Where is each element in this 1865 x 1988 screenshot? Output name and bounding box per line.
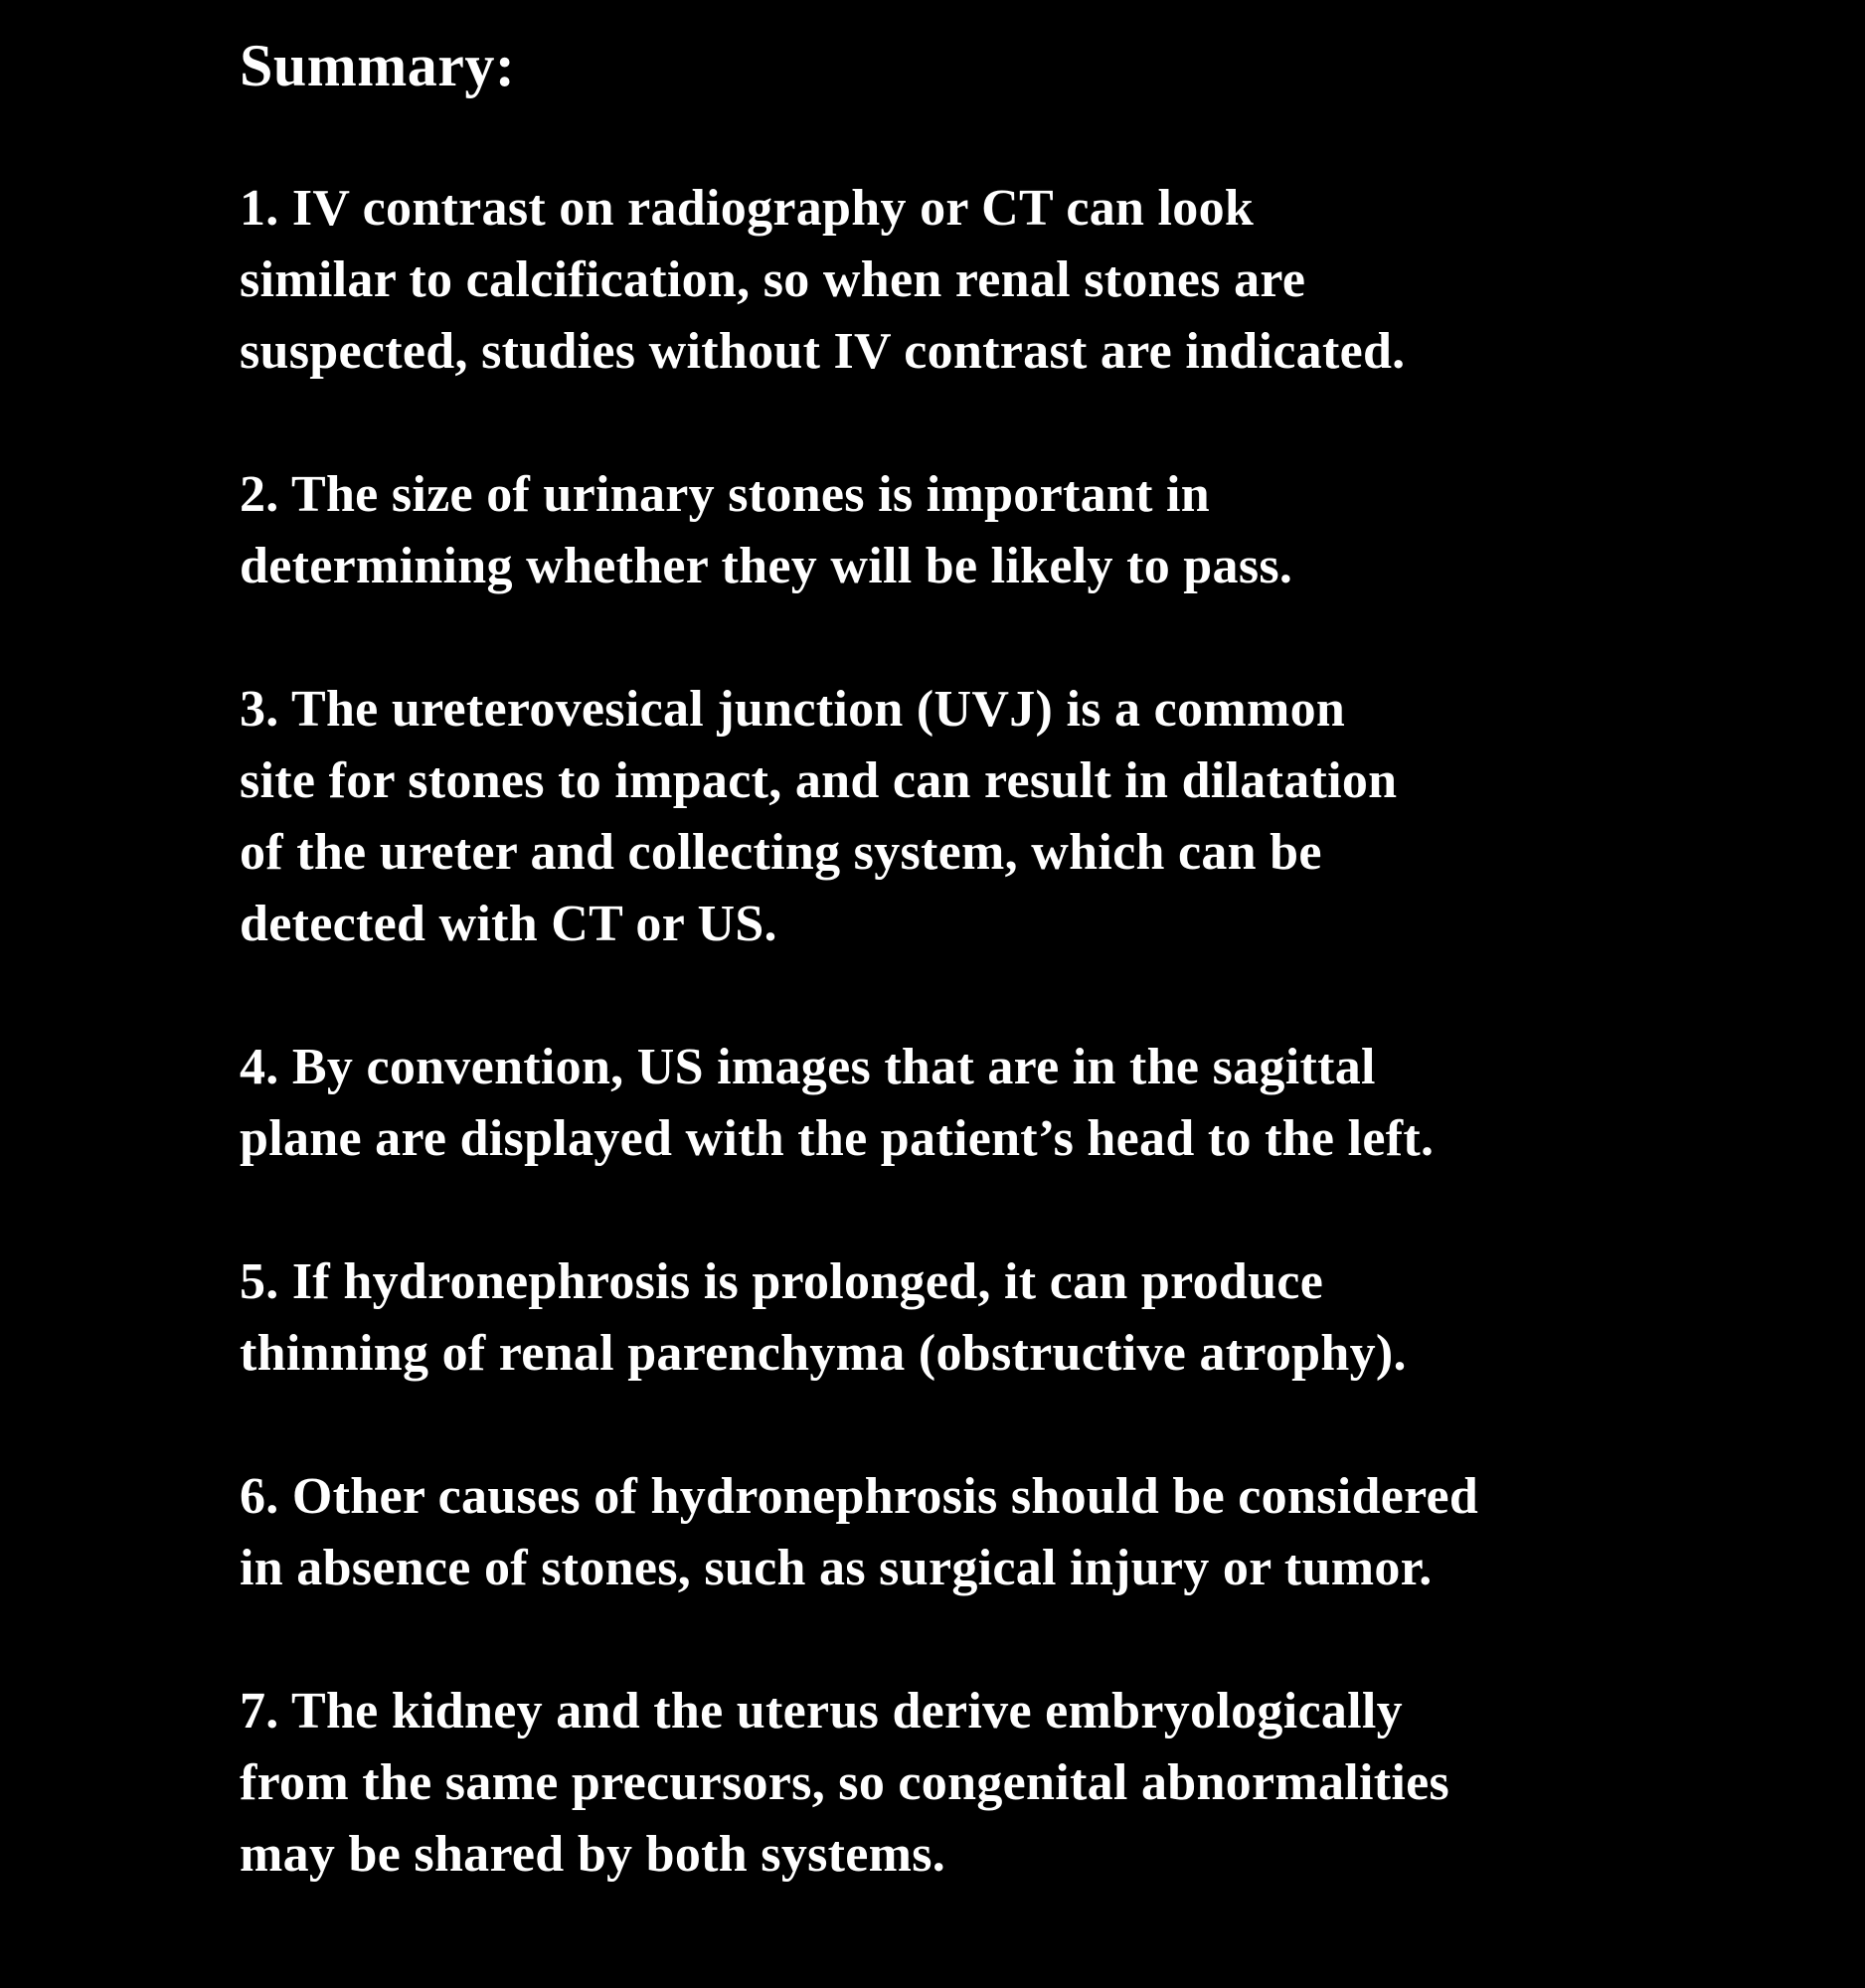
summary-list — [240, 173, 1731, 1891]
summary-line: of the ureter and collecting system, which can be — [240, 824, 1322, 881]
summary-line: suspected, studies without IV contrast are indicated. — [240, 323, 1406, 380]
summary-item-4 — [240, 1032, 1731, 1175]
slide-content — [240, 30, 1731, 1962]
summary-line: 1. IV contrast on radiography or CT can look — [240, 180, 1255, 237]
summary-item-3 — [240, 674, 1731, 960]
summary-line: may be shared by both systems. — [240, 1826, 946, 1883]
summary-line: 2. The size of urinary stones is important in — [240, 466, 1211, 523]
summary-line: similar to calcification, so when renal stones are — [240, 251, 1306, 308]
summary-line: 6. Other causes of hydronephrosis should be considered — [240, 1468, 1479, 1525]
summary-line: site for stones to impact, and can result in dilatation — [240, 752, 1398, 809]
summary-line: from the same precursors, so congenital abnormalities — [240, 1754, 1450, 1811]
summary-line: detected with CT or US. — [240, 896, 777, 952]
summary-line: plane are displayed with the patient’s head to the left. — [240, 1110, 1435, 1167]
summary-line: in absence of stones, such as surgical injury or tumor. — [240, 1540, 1433, 1596]
summary-item-5 — [240, 1246, 1731, 1390]
summary-item-1 — [240, 173, 1731, 388]
summary-line: determining whether they will be likely to pass. — [240, 538, 1293, 594]
summary-line: 3. The ureterovesical junction (UVJ) is a common — [240, 681, 1346, 738]
summary-line: 5. If hydronephrosis is prolonged, it can produce — [240, 1253, 1324, 1310]
summary-line: 4. By convention, US images that are in the sagittal — [240, 1039, 1376, 1095]
summary-line: 7. The kidney and the uterus derive embryologically — [240, 1683, 1403, 1740]
summary-item-6 — [240, 1461, 1731, 1604]
summary-title: Summary: — [240, 33, 516, 98]
summary-item-2 — [240, 459, 1731, 602]
summary-line: thinning of renal parenchyma (obstructive atrophy). — [240, 1325, 1407, 1382]
summary-item-7 — [240, 1676, 1731, 1891]
